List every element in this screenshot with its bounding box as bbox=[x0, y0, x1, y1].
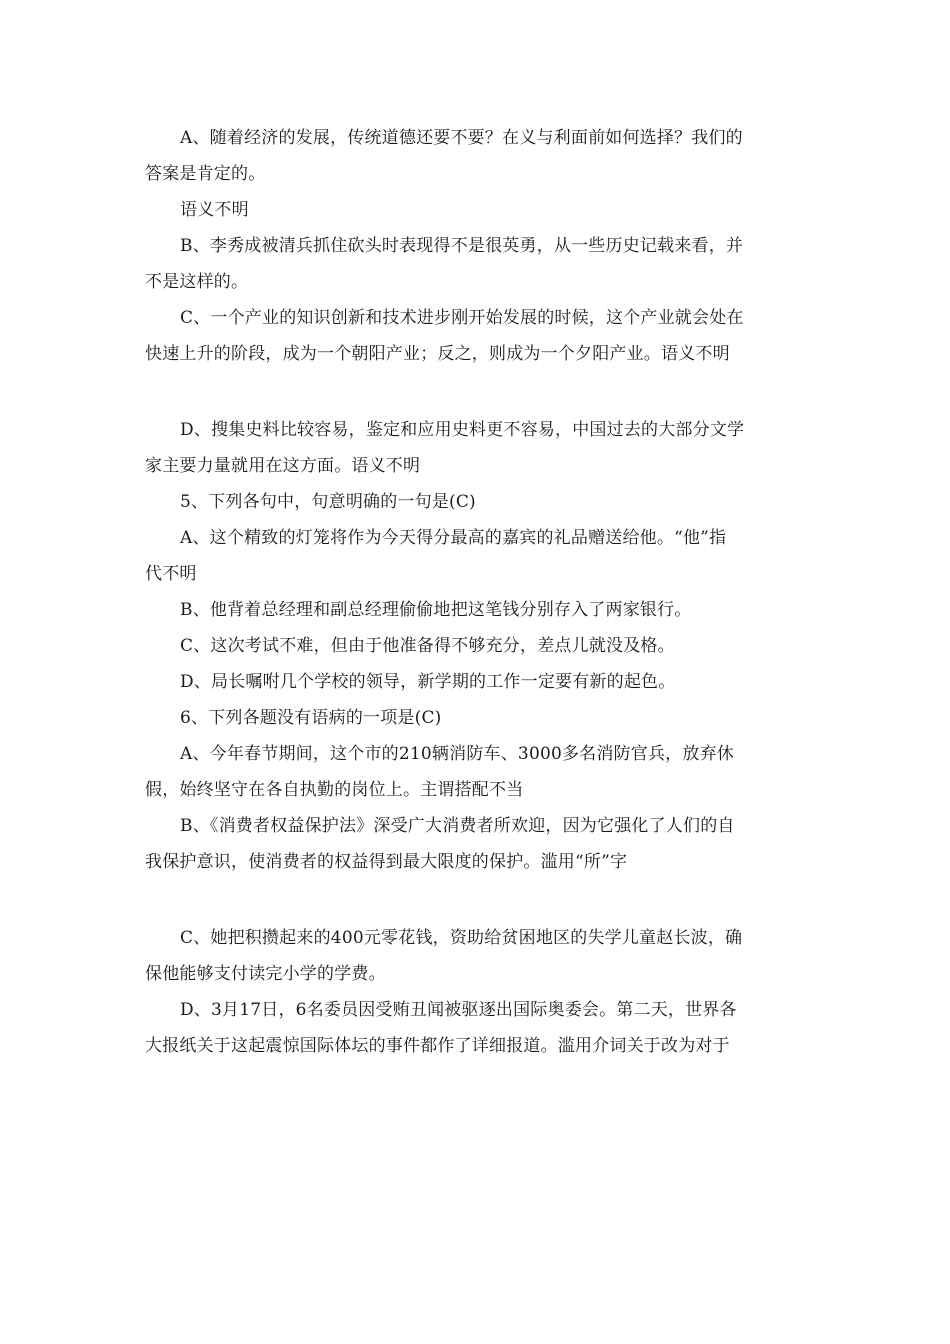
text-line: 保他能够支付读完小学的学费。 bbox=[145, 964, 386, 984]
text-line: C、她把积攒起来的400元零花钱，资助给贫困地区的失学儿童赵长波，确 bbox=[180, 928, 743, 948]
text-line: B、他背着总经理和副总经理偷偷地把这笔钱分别存入了两家银行。 bbox=[180, 600, 692, 620]
text-line: B、《消费者权益保护法》深受广大消费者所欢迎，因为它强化了人们的自 bbox=[180, 816, 735, 836]
text-line: D、局长嘱咐几个学校的领导，新学期的工作一定要有新的起色。 bbox=[180, 672, 676, 692]
text-line: D、搜集史料比较容易，鉴定和应用史料更不容易，中国过去的大部分文学 bbox=[180, 420, 745, 440]
text-line: 不是这样的。 bbox=[145, 272, 249, 292]
text-line: A、今年春节期间，这个市的210辆消防车、3000多名消防官兵，放弃休 bbox=[180, 744, 734, 764]
text-line: C、一个产业的知识创新和技术进步刚开始发展的时候，这个产业就会处在 bbox=[180, 308, 744, 328]
question-heading: 6、下列各题没有语病的一项是(C) bbox=[180, 708, 442, 728]
text-line: 家主要力量就用在这方面。语义不明 bbox=[145, 456, 421, 476]
text-line: 快速上升的阶段，成为一个朝阳产业；反之，则成为一个夕阳产业。语义不明 bbox=[145, 344, 730, 364]
text-line: A、这个精致的灯笼将作为今天得分最高的嘉宾的礼品赠送给他。“他”指 bbox=[180, 528, 727, 548]
text-line: 假，始终坚守在各自执勤的岗位上。主谓搭配不当 bbox=[145, 780, 524, 800]
text-line: 语义不明 bbox=[180, 200, 249, 220]
text-line: 代不明 bbox=[145, 564, 197, 584]
text-line: A、随着经济的发展，传统道德还要不要？在义与利面前如何选择？我们的 bbox=[180, 128, 743, 148]
text-line: D、3月17日，6名委员因受贿丑闻被驱逐出国际奥委会。第二天，世界各 bbox=[180, 1000, 737, 1020]
text-line: 答案是肯定的。 bbox=[145, 164, 266, 184]
text-line: B、李秀成被清兵抓住砍头时表现得不是很英勇，从一些历史记载来看，并 bbox=[180, 236, 744, 256]
text-line: C、这次考试不难，但由于他准备得不够充分，差点儿就没及格。 bbox=[180, 636, 675, 656]
text-line: 大报纸关于这起震惊国际体坛的事件都作了详细报道。滥用介词关于改为对于 bbox=[145, 1036, 730, 1056]
question-heading: 5、下列各句中，句意明确的一句是(C) bbox=[180, 492, 476, 512]
text-line: 我保护意识，使消费者的权益得到最大限度的保护。滥用“所”字 bbox=[145, 852, 628, 872]
